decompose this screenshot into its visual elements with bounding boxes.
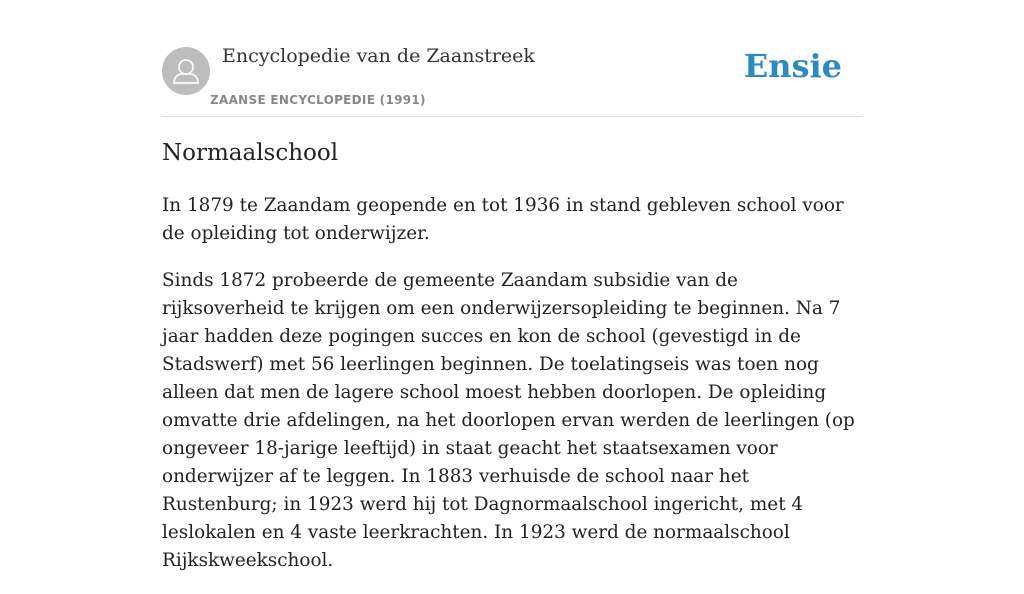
- user-placeholder-icon: [162, 47, 210, 95]
- article-paragraph: In 1879 te Zaandam geopende en tot 1936 in stand gebleven school voor de opleiding tot onderwijzer.: [162, 195, 844, 244]
- brand-logo-link[interactable]: Ensie: [743, 47, 842, 85]
- article-title: Normaalschool: [162, 140, 339, 166]
- source-header: [162, 0, 862, 117]
- source-subtitle: ZAANSE ENCYCLOPEDIE (1991): [210, 93, 426, 107]
- source-title-link[interactable]: Encyclopedie van de Zaanstreek: [222, 45, 535, 67]
- article-paragraph: Sinds 1872 probeerde de gemeente Zaandam subsidie van de rijksoverheid te krijgen om een onderwijzersopleiding te beginnen. Na 7 jaar hadden deze pogingen succes en kon de school (gevestigd in de Stadswerf) met 56 leerlingen beginnen. De toelatingseis was toen nog alleen dat men de lagere school moest hebben doorlopen. De opleiding omvatte drie afdelingen, na het doorlopen ervan werden de leerlingen (op ongeveer 18-jarige leeftijd) in staat geacht het staatsexamen voor onderwijzer af te leggen. In 1883 verhuisde de school naar het Rustenburg; in 1923 werd hij tot Dagnormaalschool ingericht, met 4 leslokalen en 4 vaste leerkrachten. In 1923 werd de normaalschool Rijkskweekschool.: [162, 270, 855, 571]
- article-body: [162, 192, 862, 594]
- page: [162, 0, 862, 571]
